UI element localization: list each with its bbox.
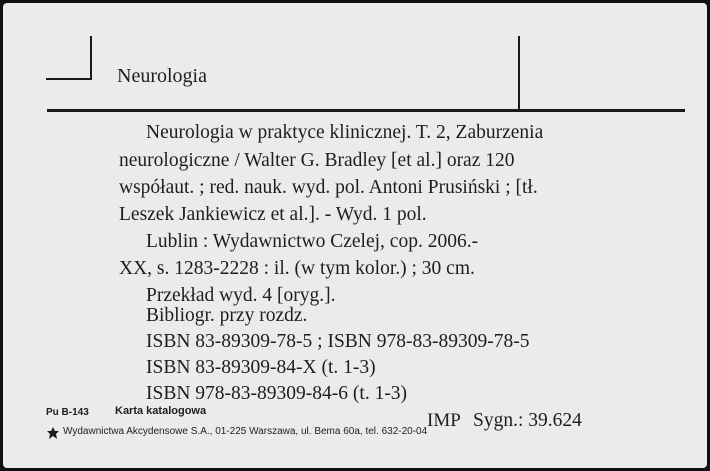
body-line: współaut. ; red. nauk. wyd. pol. Antoni Prusiński ; [tł.	[119, 177, 538, 198]
catalog-card	[3, 3, 707, 468]
body-line: neurologiczne / Walter G. Bradley [et al.] oraz 120	[119, 150, 515, 171]
publisher-line: Wydawnictwa Akcydensowe S.A., 01-225 Warszawa, ul. Bema 60a, tel. 632-20-04	[63, 426, 428, 437]
form-title: Karta katalogowa	[115, 405, 207, 417]
body-line: ISBN 83-89309-84-X (t. 1-3)	[146, 357, 376, 378]
body-line: XX, s. 1283-2228 : il. (w tym kolor.) ; 30 cm.	[119, 258, 475, 279]
corner-mark-vertical	[90, 36, 92, 80]
body-line: Lublin : Wydawnictwo Czelej, cop. 2006.-	[146, 231, 479, 252]
body-line: ISBN 978-83-89309-84-6 (t. 1-3)	[146, 383, 408, 404]
header-vertical-rule	[518, 36, 520, 111]
form-code: Pu B-143	[46, 407, 89, 418]
corner-mark-horizontal	[46, 78, 92, 80]
body-line: ISBN 83-89309-78-5 ; ISBN 978-83-89309-78-5	[146, 331, 530, 352]
stamp-text: IMP	[427, 410, 461, 431]
header-horizontal-rule	[47, 109, 685, 112]
body-line: Neurologia w praktyce klinicznej. T. 2, Zaburzenia	[146, 122, 544, 143]
publisher-logo-icon	[46, 426, 60, 440]
body-line: Przekład wyd. 4 [oryg.].	[146, 285, 336, 306]
subject-heading: Neurologia	[117, 65, 207, 87]
body-line: Bibliogr. przy rozdz.	[146, 305, 308, 326]
call-number: Sygn.: 39.624	[473, 410, 582, 431]
body-line: Leszek Jankiewicz et al.]. - Wyd. 1 pol.	[119, 204, 427, 225]
